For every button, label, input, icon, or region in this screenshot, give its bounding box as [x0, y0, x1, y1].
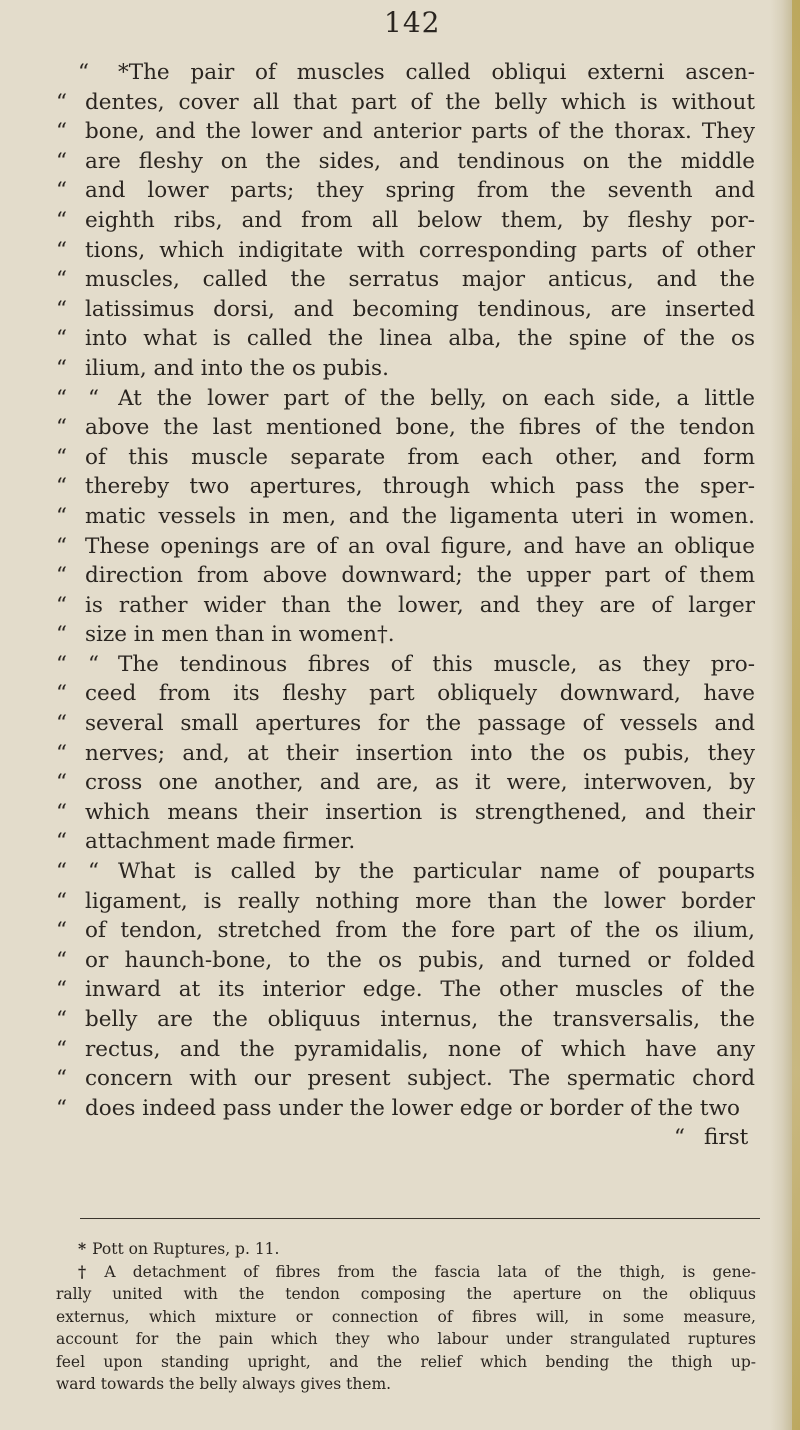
text-line — [56, 975, 756, 1005]
quote-mark: “ — [56, 415, 67, 441]
text-line-content: of tendon, stretched from the fore part of the os ilium, — [85, 918, 755, 944]
quote-mark: “ — [56, 326, 67, 352]
text-line-content: cross one another, and are, as it were, interwoven, by — [85, 770, 755, 796]
quote-mark: “ — [56, 148, 67, 174]
footnote-text: account for the pain which they who labour under strangulated ruptures — [56, 1330, 756, 1348]
catchword: first — [704, 1125, 749, 1151]
text-line — [56, 709, 756, 739]
text-line-content: above the last mentioned bone, the fibres of the tendon — [85, 415, 755, 441]
footnote-line — [56, 1261, 756, 1284]
footnote-text: ward towards the belly always gives them. — [56, 1375, 392, 1393]
text-line-content: inward at its interior edge. The other muscles of the — [85, 977, 755, 1003]
text-line — [56, 354, 756, 384]
quote-mark: “ — [56, 1095, 67, 1121]
margin-quote-mark: “ — [56, 651, 67, 677]
footnote-line — [56, 1373, 756, 1396]
text-line — [56, 561, 756, 591]
quote-mark: “ — [88, 859, 99, 885]
text-line — [56, 324, 756, 354]
text-line — [56, 295, 756, 325]
text-line-content: into what is called the linea alba, the spine of the os — [85, 326, 755, 352]
text-line — [56, 1035, 756, 1065]
footnote-line — [56, 1351, 756, 1374]
quote-mark: “ — [56, 711, 67, 737]
text-line — [56, 117, 756, 147]
margin-quote-mark: “ — [56, 859, 67, 885]
quote-mark: “ — [56, 829, 67, 855]
quote-mark: “ — [56, 1066, 67, 1092]
footnote-text: feel upon standing upright, and the relief which bending the thigh up- — [56, 1352, 756, 1371]
text-line — [56, 88, 756, 118]
quote-mark: “ — [56, 503, 67, 529]
quote-mark: “ — [56, 178, 67, 204]
text-line-content: latissimus dorsi, and becoming tendinous, are inserted — [85, 296, 755, 322]
text-line — [56, 443, 756, 473]
text-line-content: ceed from its fleshy part obliquely downward, have — [85, 681, 755, 707]
quote-mark: “ — [56, 267, 67, 293]
quote-mark: “ — [56, 355, 67, 381]
footnotes — [56, 1238, 756, 1396]
text-line-content: eighth ribs, and from all below them, by fleshy por- — [85, 207, 755, 233]
text-line-content: is rather wider than the lower, and they are of larger — [85, 592, 755, 618]
text-line — [56, 265, 756, 295]
text-line — [56, 1005, 756, 1035]
text-line — [56, 532, 756, 562]
text-line-content: dentes, cover all that part of the belly which is without — [85, 89, 755, 115]
text-line — [56, 857, 756, 887]
text-line — [56, 827, 756, 857]
text-line — [56, 946, 756, 976]
text-line — [56, 58, 756, 88]
quote-mark: “ — [56, 533, 67, 559]
quote-mark: “ — [56, 207, 67, 233]
text-line-content: are fleshy on the sides, and tendinous on the middle — [85, 148, 755, 174]
text-line — [56, 887, 756, 917]
text-line-content: bone, and the lower and anterior parts of the thorax. They — [85, 119, 755, 145]
quote-mark: “ — [56, 918, 67, 944]
text-line-content: thereby two apertures, through which pass the sper- — [85, 474, 755, 500]
text-line-content: which means their insertion is strengthened, and their — [85, 799, 755, 825]
text-line — [56, 679, 756, 709]
text-line-content: ligament, is really nothing more than the lower border — [85, 888, 755, 914]
text-line-content: or haunch-bone, to the os pubis, and turned or folded — [85, 947, 755, 973]
page-number: 142 — [384, 6, 441, 39]
quote-mark: “ — [56, 474, 67, 500]
text-line-content: tions, which indigitate with corresponding parts of other — [85, 237, 755, 263]
footnote-line — [56, 1283, 756, 1306]
quote-mark: “ — [56, 770, 67, 796]
quote-mark: “ — [78, 60, 89, 85]
text-line-content: concern with our present subject. The spermatic chord — [85, 1066, 755, 1092]
text-line-content: attachment made firmer. — [85, 829, 356, 855]
page-edge-gilt — [792, 0, 800, 1430]
text-line — [56, 176, 756, 206]
quote-mark: “ — [56, 977, 67, 1003]
text-line — [56, 650, 756, 680]
text-line-content: The tendinous fibres of this muscle, as they pro- — [118, 651, 755, 677]
quote-mark: “ — [56, 740, 67, 766]
quote-mark: “ — [56, 888, 67, 914]
footnote-text: rally united with the tendon composing the aperture on the obliquus — [56, 1285, 756, 1303]
text-line-content: belly are the obliquus internus, the transversalis, the — [85, 1007, 755, 1032]
quote-mark: “ — [56, 444, 67, 470]
body-text — [56, 58, 756, 1153]
text-line-content: At the lower part of the belly, on each side, a little — [118, 385, 755, 411]
footnote-text: A detachment of fibres from the fascia lata of the thigh, is gene- — [104, 1262, 756, 1281]
text-line-content: rectus, and the pyramidalis, none of which have any — [85, 1036, 755, 1062]
text-line — [56, 472, 756, 502]
quote-mark: “ — [56, 681, 67, 707]
text-line — [56, 502, 756, 532]
footnote-text: Pott on Ruptures, p. 11. — [92, 1240, 280, 1258]
quote-mark: “ — [56, 947, 67, 973]
quote-mark: “ — [56, 563, 67, 589]
text-line — [56, 798, 756, 828]
text-line — [56, 384, 756, 414]
footnote-text: externus, which mixture or connection of fibres will, in some measure, — [56, 1307, 756, 1326]
text-line-content: matic vessels in men, and the ligamenta uteri in women. — [85, 503, 755, 529]
text-line-content: several small apertures for the passage of vessels and — [85, 711, 755, 737]
footnote-line — [56, 1328, 756, 1351]
text-line — [56, 206, 756, 236]
catchword-line — [56, 1123, 756, 1153]
text-line — [56, 413, 756, 443]
text-line — [56, 916, 756, 946]
text-line — [56, 147, 756, 177]
quote-mark: “ — [56, 119, 67, 145]
text-line-content: These openings are of an oval figure, and have an oblique — [85, 533, 755, 559]
quote-mark: “ — [56, 89, 67, 115]
footnote-line — [56, 1306, 756, 1329]
quote-mark: “ — [56, 296, 67, 322]
quote-mark: “ — [56, 622, 67, 648]
text-line-content: of this muscle separate from each other, and form — [85, 444, 755, 470]
text-line — [56, 591, 756, 621]
text-line-content: direction from above downward; the upper part of them — [85, 563, 755, 589]
text-line-content: ilium, and into the os pubis. — [85, 355, 389, 381]
text-line — [56, 236, 756, 266]
footnote-marker: * — [78, 1239, 87, 1258]
footnote-marker: † — [78, 1261, 99, 1281]
footnote-line — [56, 1238, 756, 1261]
margin-quote-mark: “ — [56, 385, 67, 411]
text-line-content: size in men than in women†. — [85, 622, 395, 648]
text-line-content: What is called by the particular name of pouparts — [118, 859, 755, 885]
text-line-content: muscles, called the serratus major anticus, and the — [85, 267, 755, 293]
text-line — [56, 620, 756, 650]
quote-mark: “ — [56, 799, 67, 825]
footnote-rule — [80, 1218, 760, 1219]
text-line-content: *The pair of muscles called obliqui externi ascen- — [118, 60, 755, 85]
quote-mark: “ — [56, 237, 67, 263]
catchword-quote: “ — [674, 1125, 685, 1151]
text-line-content: does indeed pass under the lower edge or border of the two — [85, 1095, 740, 1121]
quote-mark: “ — [56, 1036, 67, 1062]
text-line-content: and lower parts; they spring from the seventh and — [85, 178, 755, 204]
quote-mark: “ — [56, 1007, 67, 1032]
text-line — [56, 739, 756, 769]
quote-mark: “ — [88, 651, 99, 677]
text-line — [56, 768, 756, 798]
text-line-content: nerves; and, at their insertion into the os pubis, they — [85, 740, 755, 766]
text-line — [56, 1094, 756, 1124]
text-line — [56, 1064, 756, 1094]
quote-mark: “ — [56, 592, 67, 618]
quote-mark: “ — [88, 385, 99, 411]
